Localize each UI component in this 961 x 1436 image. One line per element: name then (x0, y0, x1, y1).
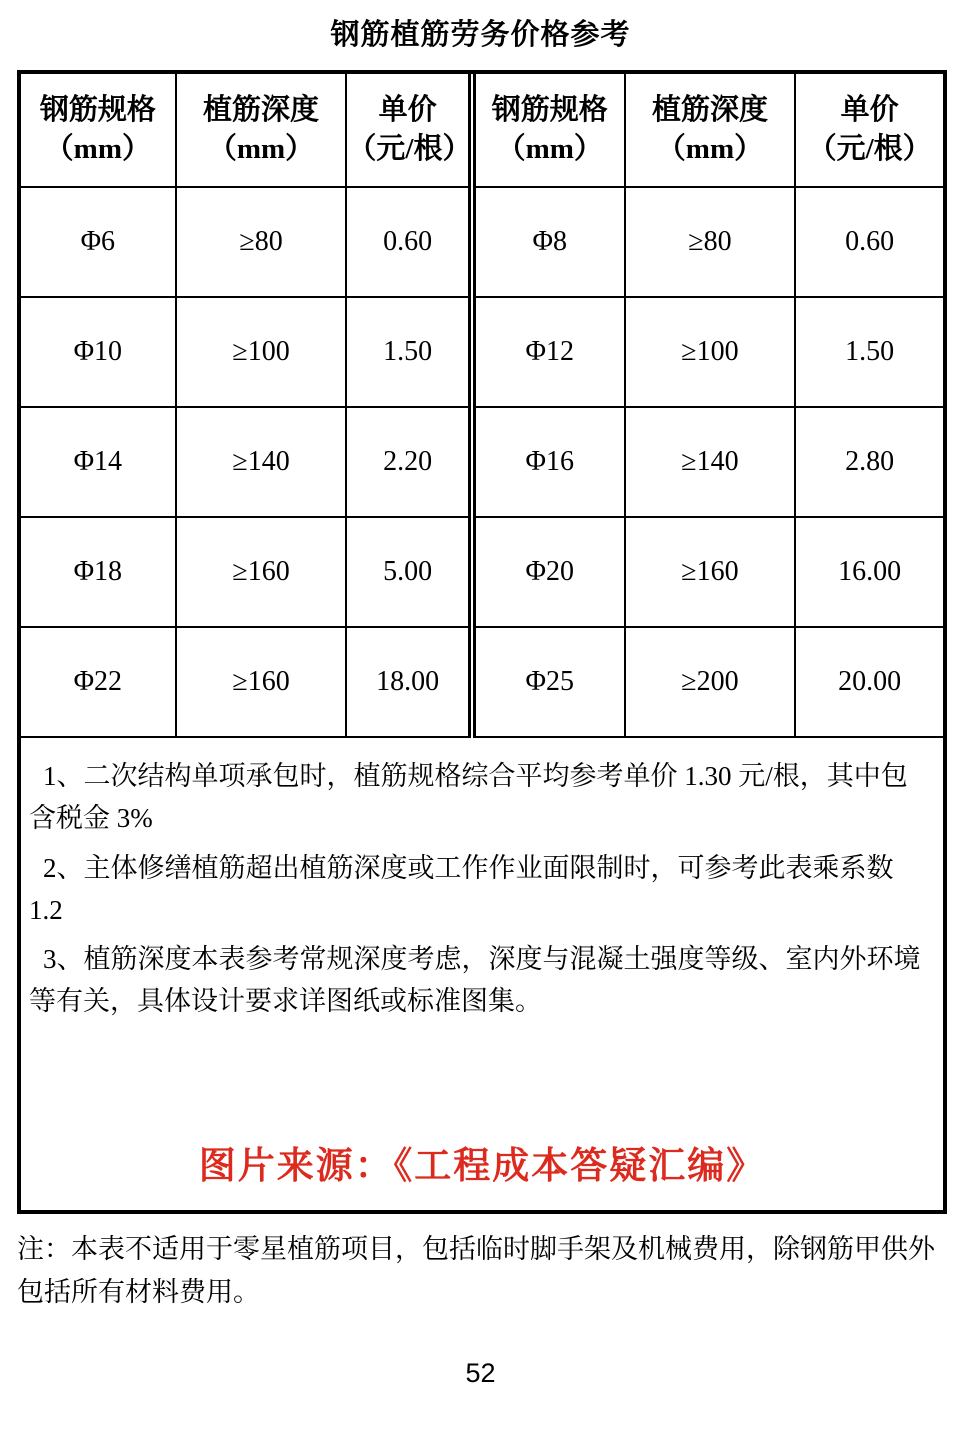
cell-depth: ≥100 (625, 297, 796, 407)
cell-spec: Φ18 (21, 517, 176, 627)
header-depth-right-line1: 植筋深度 (651, 93, 768, 126)
cell-price: 5.00 (346, 517, 472, 627)
cell-price: 1.50 (795, 297, 943, 407)
cell-depth: ≥140 (625, 407, 796, 517)
cell-price: 0.60 (346, 187, 472, 297)
table-row (21, 187, 943, 297)
cell-price: 2.80 (795, 407, 943, 517)
table-row (21, 297, 943, 407)
page-number: 52 (465, 1358, 496, 1388)
note-3: 3、植筋深度本表参考常规深度考虑，深度与混凝土强度等级、室内外环境等有关，具体设计要求详图纸或标准图集。 (29, 944, 921, 1017)
header-price-right (795, 74, 943, 187)
header-spec-left (21, 74, 176, 187)
header-depth-right (625, 74, 796, 187)
cell-price: 1.50 (346, 297, 472, 407)
table-frame (17, 70, 947, 1214)
cell-depth: ≥140 (176, 407, 347, 517)
cell-spec: Φ22 (21, 627, 176, 737)
note-1: 1、二次结构单项承包时，植筋规格综合平均参考单价 1.30 元/根，其中包含税金 3% (29, 761, 908, 833)
header-price-left-line2: （元/根） (347, 133, 472, 165)
cell-depth: ≥160 (176, 627, 347, 737)
image-source-credit: 图片来源：《工程成本答疑汇编》 (198, 1145, 766, 1187)
cell-depth: ≥80 (625, 187, 796, 297)
table-row (21, 627, 943, 737)
header-spec-left-line2: （mm） (44, 133, 151, 165)
cell-spec: Φ16 (472, 407, 625, 517)
header-price-right-line2: （元/根） (807, 133, 932, 165)
cell-spec: Φ8 (472, 187, 625, 297)
cell-price: 2.20 (346, 407, 472, 517)
header-spec-left-line1: 钢筋规格 (39, 93, 156, 126)
cell-price: 18.00 (346, 627, 472, 737)
rebar-price-table (21, 74, 943, 738)
cell-spec: Φ14 (21, 407, 176, 517)
header-price-left (346, 74, 472, 187)
table-notes (21, 738, 943, 1023)
cell-depth: ≥160 (176, 517, 347, 627)
note-2: 2、主体修缮植筋超出植筋深度或工作作业面限制时，可参考此表乘系数 1.2 (29, 852, 894, 925)
page-title: 钢筋植筋劳务价格参考 (330, 19, 631, 51)
cell-price: 16.00 (795, 517, 943, 627)
cell-spec: Φ10 (21, 297, 176, 407)
cell-depth: ≥200 (625, 627, 796, 737)
table-header-row (21, 74, 943, 187)
header-depth-left-line2: （mm） (207, 133, 315, 165)
cell-price: 20.00 (795, 627, 943, 737)
cell-spec: Φ6 (21, 187, 176, 297)
table-row (21, 407, 943, 517)
header-depth-left-line1: 植筋深度 (203, 93, 320, 126)
table-row (21, 517, 943, 627)
cell-spec: Φ20 (472, 517, 625, 627)
cell-spec: Φ12 (472, 297, 625, 407)
header-spec-right-line1: 钢筋规格 (491, 93, 608, 126)
cell-price: 0.60 (795, 187, 943, 297)
header-spec-right-line2: （mm） (496, 133, 603, 165)
header-depth-left (176, 74, 347, 187)
header-depth-right-line2: （mm） (656, 133, 764, 165)
cell-depth: ≥160 (625, 517, 796, 627)
cell-depth: ≥80 (176, 187, 347, 297)
footnote: 注：本表不适用于零星植筋项目，包括临时脚手架及机械费用，除钢筋甲供外包括所有材料费用。 (17, 1234, 935, 1308)
header-price-right-line1: 单价 (840, 93, 899, 126)
header-spec-right (472, 74, 625, 187)
cell-spec: Φ25 (472, 627, 625, 737)
cell-depth: ≥100 (176, 297, 347, 407)
header-price-left-line1: 单价 (378, 93, 437, 126)
